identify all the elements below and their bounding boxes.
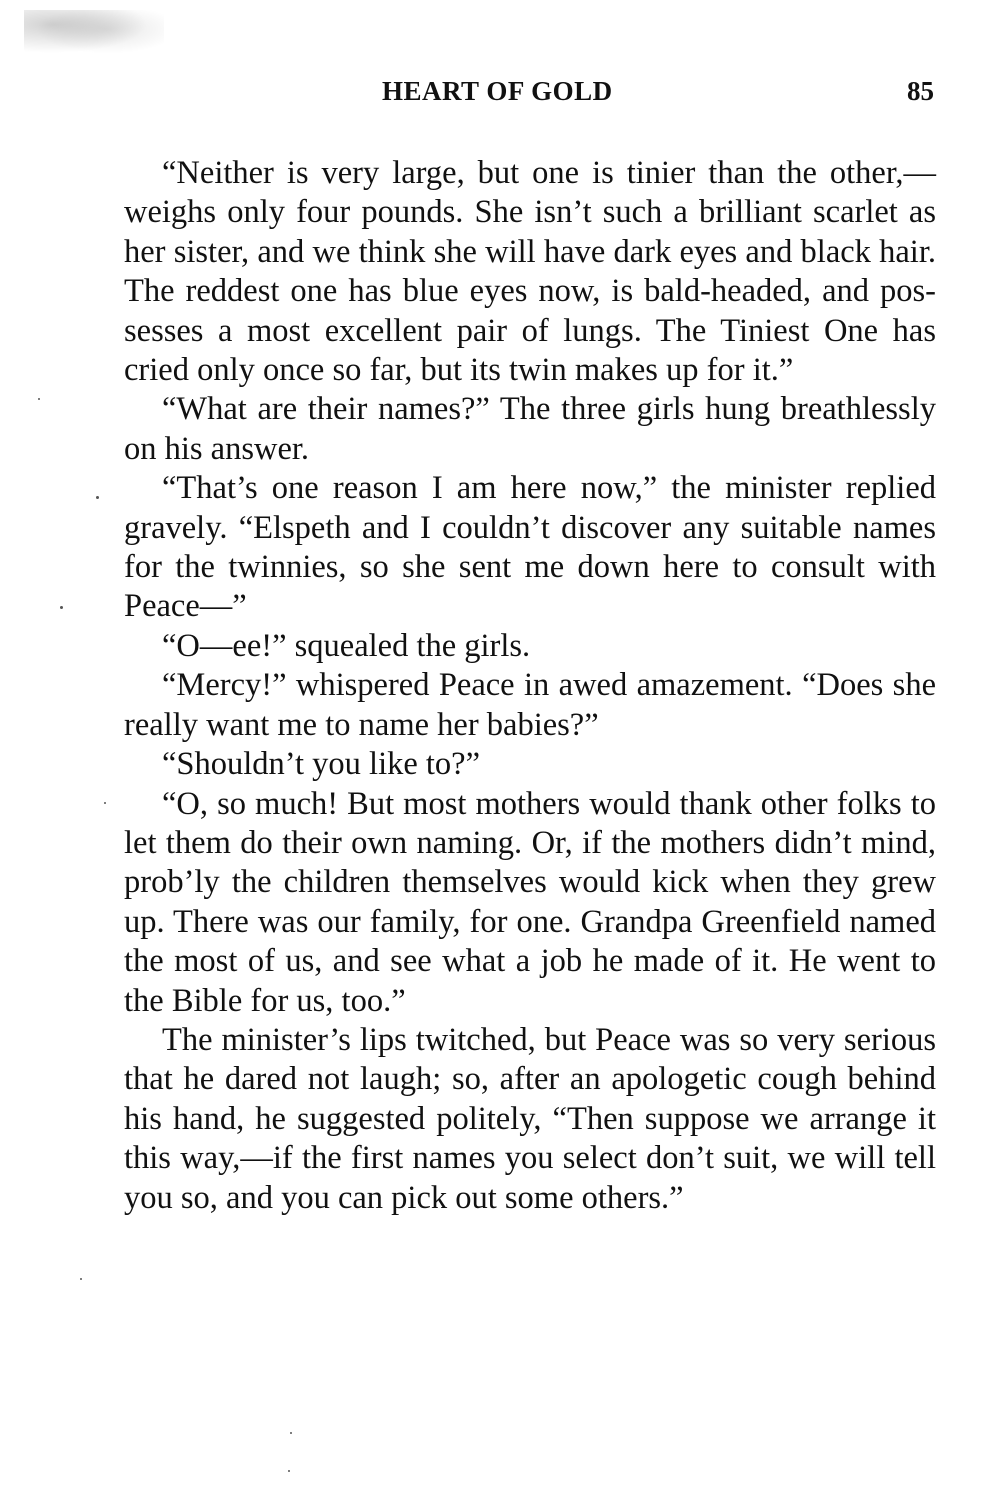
paragraph: “Shouldn’t you like to?” bbox=[162, 746, 481, 783]
paragraph: “Mercy!” whispered Peace in awed amazement. “Does she really want me to name her babies?” bbox=[124, 667, 936, 743]
paragraph: “Neither is very large, but one is tinier than the other,—weighs only four pounds. She isn’t such a brilliant scarlet as her sister, and we think she will have dark eyes and black hair. The reddest one has blue eyes now, is bald-headed, and possesses a most excellent pair of lungs. The Tiniest One has cried only once so far, but its twin makes up for it.” bbox=[124, 155, 936, 389]
ink-speck bbox=[96, 496, 99, 499]
running-title: HEART OF GOLD bbox=[382, 76, 613, 106]
ink-speck bbox=[290, 1432, 292, 1434]
running-header bbox=[122, 76, 934, 112]
paragraph: “O—ee!” squealed the girls. bbox=[162, 627, 531, 664]
paragraph: The minister’s lips twitched, but Peace was so very serious that he dared not laugh; so, after an apologetic cough behind his hand, he suggested politely, “Then suppose we arrange it this way,—if the first names you select don’t suit, we will tell you so, and you can pick out some others.” bbox=[124, 1021, 936, 1216]
body-text bbox=[124, 154, 936, 1218]
paragraph: “O, so much! But most mothers would thank other folks to let them do their own naming. Or, if the mothers didn’t mind, prob’ly the children themselves would kick when they grew up. There was our family, for one. Grandpa Greenfield named the most of us, and see what a job he made of it. He went to the Bible for us, too.” bbox=[124, 785, 936, 1019]
paragraph: “That’s one reason I am here now,” the minister replied gravely. “Elspeth and I couldn’t discover any suitable names for the twinnies, so she sent me down here to consult with Peace—” bbox=[124, 470, 936, 625]
page-number: 85 bbox=[907, 76, 934, 106]
ink-speck bbox=[288, 1470, 290, 1472]
ink-speck bbox=[60, 606, 63, 609]
ink-speck bbox=[38, 398, 40, 400]
ink-speck bbox=[104, 802, 106, 804]
paragraph: “What are their names?” The three girls hung breathlessly on his answer. bbox=[124, 391, 936, 467]
ink-speck bbox=[80, 1278, 82, 1280]
page-smudge bbox=[24, 10, 164, 58]
